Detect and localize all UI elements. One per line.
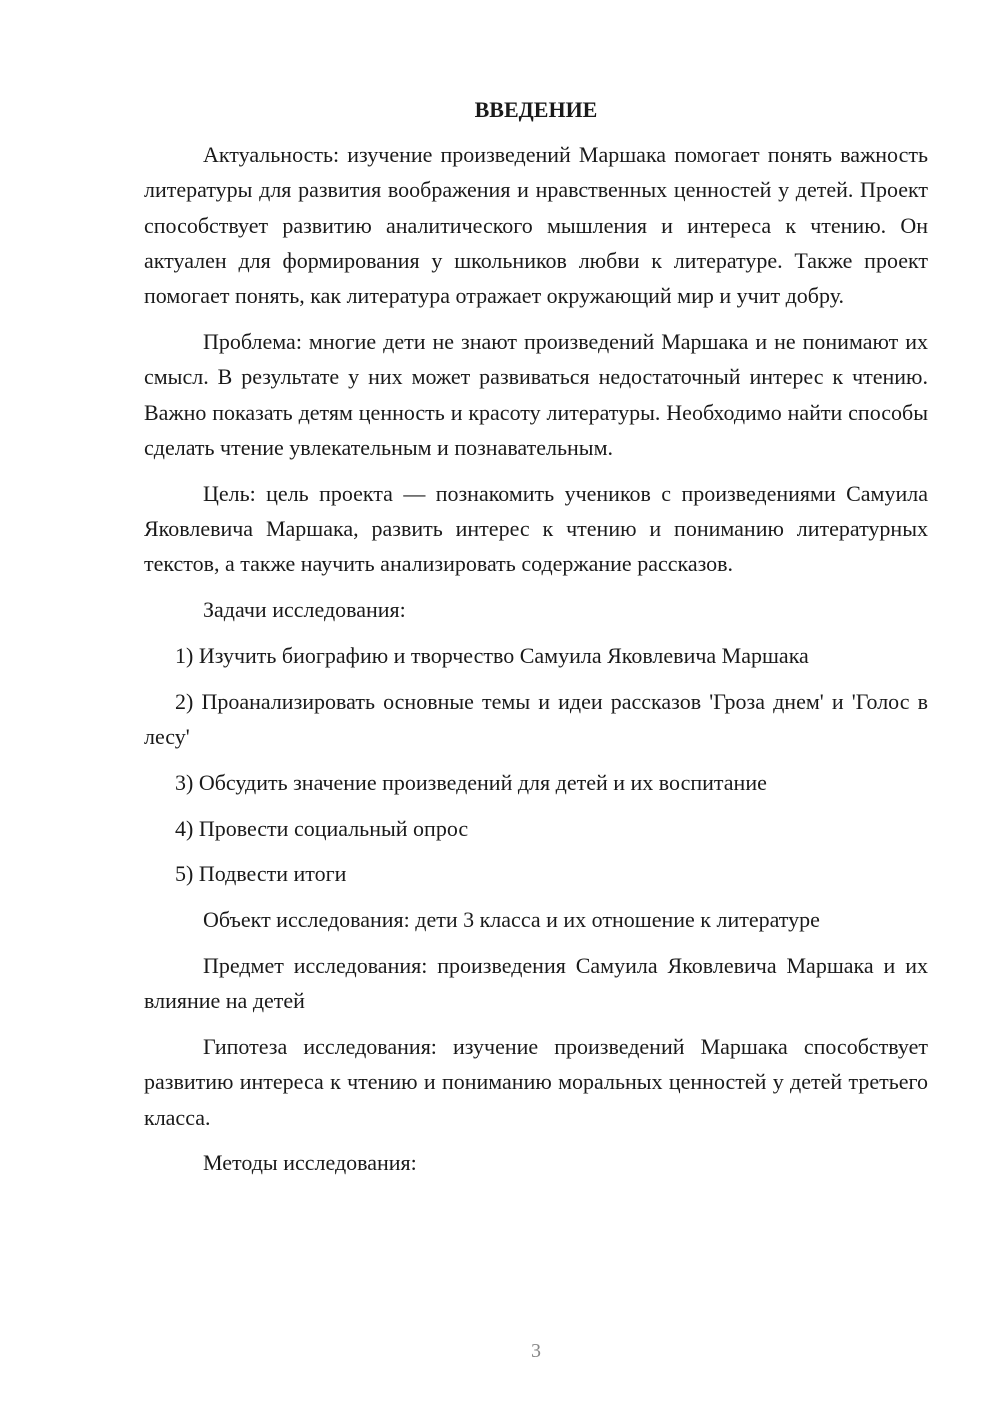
methods-title: Методы исследования: — [203, 1150, 417, 1176]
page-title: ВВЕДЕНИЕ — [474, 97, 598, 122]
paragraph-problem: Проблема: многие дети не знают произведений Маршака и не понимают их смысл. В результате у них может развиваться недостаточный интерес к чтению. Важно показать детям ценность и красоту литературы. Необходимо найти способы сделать чтение увлекательным и познавательным. — [144, 328, 928, 460]
task-item-4: 4) Провести социальный опрос — [175, 815, 469, 841]
paragraph-hypothesis: Гипотеза исследования: изучение произведений Маршака способствует развитию интереса к чтению и пониманию моральных ценностей у детей третьего класса. — [144, 1034, 928, 1130]
page-number: 3 — [531, 1340, 541, 1362]
paragraph-object: Объект исследования: дети 3 класса и их отношение к литературе — [203, 907, 820, 933]
task-item-3: 3) Обсудить значение произведений для детей и их воспитание — [175, 769, 767, 795]
paragraph-goal: Цель: цель проекта — познакомить учеников с произведениями Самуила Яковлевича Маршака, развить интерес к чтению и пониманию литературных текстов, а также научить анализировать содержание рассказов. — [144, 480, 928, 577]
task-item-1: 1) Изучить биографию и творчество Самуила Яковлевича Маршака — [175, 642, 809, 668]
tasks-title: Задачи исследования: — [203, 597, 406, 623]
paragraph-subject: Предмет исследования: произведения Самуила Яковлевича Маршака и их влияние на детей — [144, 952, 928, 1014]
task-item-2: 2) Проанализировать основные темы и идеи рассказов 'Гроза днем' и 'Голос в лесу' — [144, 688, 928, 749]
task-item-5: 5) Подвести итоги — [175, 861, 347, 887]
paragraph-relevance: Актуальность: изучение произведений Маршака помогает понять важность литературы для развития воображения и нравственных ценностей у детей. Проект способствует развитию аналитического мышления и интереса к чтению. Он актуален для формирования у школьников любви к литературе. Также проект помогает понять, как литература отражает окружающий мир и учит добру. — [144, 142, 928, 309]
page-content — [144, 92, 928, 1191]
